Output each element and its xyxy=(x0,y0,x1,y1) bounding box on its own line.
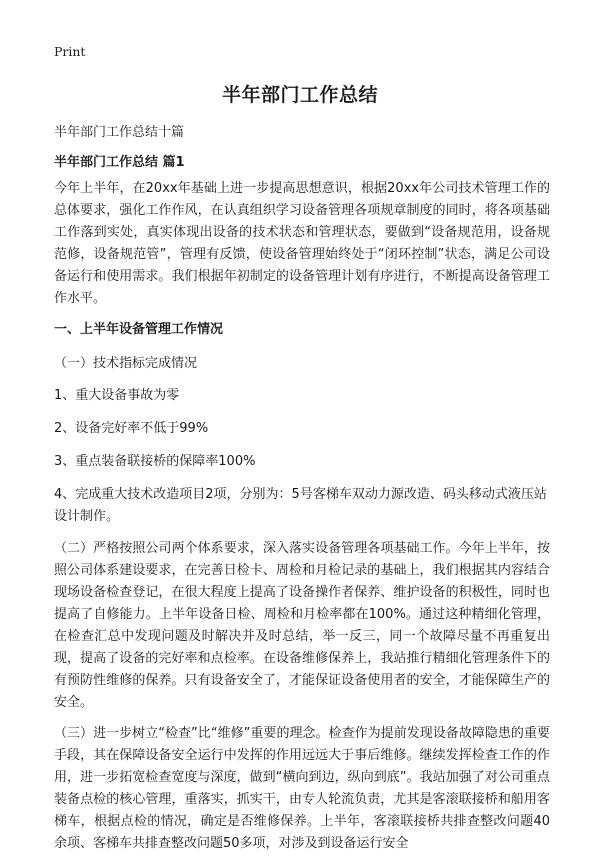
document-title: 半年部门工作总结 xyxy=(221,84,378,106)
list-item: 2、设备完好率不低于99% xyxy=(54,421,209,436)
list-item: 4、完成重大技术改造项目2项，分别为：5号客梯车双动力源改造、码头移动式液压站设计制作。 xyxy=(54,487,547,524)
section-heading: 一、上半年设备管理工作情况 xyxy=(54,322,224,337)
list-item: 3、重点装备联接桥的保障率100% xyxy=(54,454,256,469)
intro-paragraph: 今年上半年，在20xx年基础上进一步提高思想意识，根据20xx年公司技术管理工作的总体要求，强化工作作风，在认真组织学习设备管理各项规章制度的同时，将各项基础工作落到实处，真实体现出设备的技术状态和管理状态，要做到“设备规范用，设备规范修，设备规范管”，管理有反馈，使设备管理始终处于“闭环控制”状态，满足公司设备运行和使用需求。我们根据年初制定的设备管理计划有序进行，不断提高设备管理工作水平。 xyxy=(54,181,550,306)
print-link[interactable]: Print xyxy=(54,44,86,59)
subsection-heading: （一）技术指标完成情况 xyxy=(54,356,198,371)
paragraph-3: （三）进一步树立“检查”比“维修”重要的理念。检查作为提前发现设备故障隐患的重要手段，其在保障设备安全运行中发挥的作用远远大于事后维修。继续发挥检查工作的作用，进一步拓宽检查宽度与深度，做到“横向到边，纵向到底”。我站加强了对公司重点装备点检的核心管理，重落实，抓实干，由专人轮流负责，尤其是客滚联接桥和船用客梯车，根据点检的情况，确定是否维修保养。上半年，客滚联接桥共排查整改问题40余项、客梯车共排查整改问题50多项，对涉及到设备运行安全 xyxy=(54,726,550,851)
paragraph-2: （二）严格按照公司两个体系要求，深入落实设备管理各项基础工作。今年上半年，按照公司体系建设要求，在完善日检卡、周检和月检记录的基础上，我们根据其内容结合现场设备检查登记，在很大程度上提高了设备操作者保养、维护设备的积极性，同时也提高了自修能力。上半年设备日检、周检和月检率都在100%。通过这种精细化管理，在检查汇总中发现问题及时解决并及时总结，举一反三，同一个故障尽量不再重复出现，提高了设备的完好率和点检率。在设备维修保养上，我站推行精细化管理条件下的有预防性维修的保养。只有设备安全了，才能保证设备使用者的安全，才能保障生产的安全。 xyxy=(54,541,550,710)
document-body xyxy=(54,122,550,864)
document-subtitle: 半年部门工作总结十篇 xyxy=(54,125,185,140)
article-heading: 半年部门工作总结 篇1 xyxy=(54,155,185,170)
list-item: 1、重大设备事故为零 xyxy=(54,388,180,403)
